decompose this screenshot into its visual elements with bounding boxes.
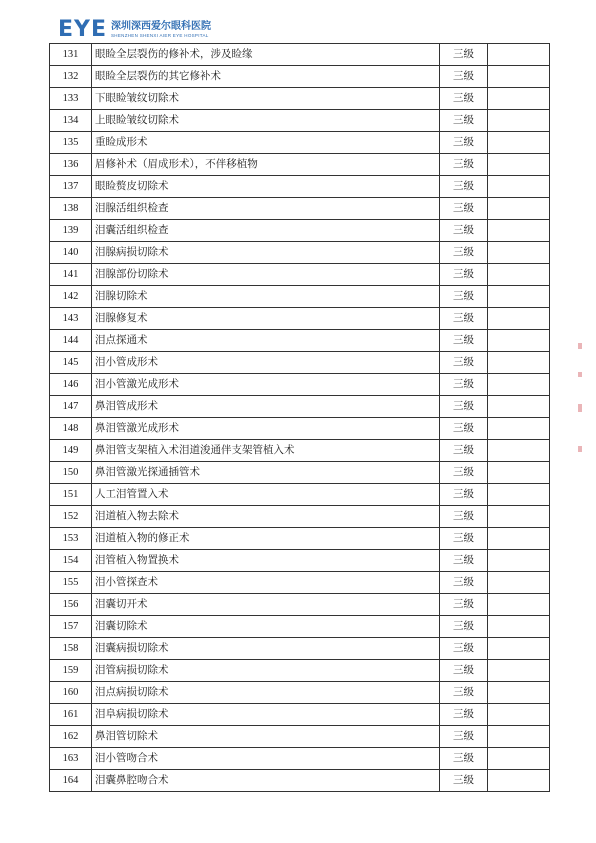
empty-cell xyxy=(488,132,550,154)
seal-fragment xyxy=(578,404,582,412)
row-number: 162 xyxy=(50,726,92,748)
procedure-name: 鼻泪管成形术 xyxy=(92,396,440,418)
table-row xyxy=(50,308,550,330)
procedure-name: 眼睑全层裂伤的修补术，涉及睑缘 xyxy=(92,44,440,66)
procedure-name: 泪腺切除术 xyxy=(92,286,440,308)
procedure-name: 泪腺部份切除术 xyxy=(92,264,440,286)
row-number: 157 xyxy=(50,616,92,638)
procedure-grade: 三级 xyxy=(440,110,488,132)
table-row xyxy=(50,88,550,110)
row-number: 136 xyxy=(50,154,92,176)
empty-cell xyxy=(488,616,550,638)
table-row xyxy=(50,528,550,550)
row-number: 164 xyxy=(50,770,92,792)
table-row xyxy=(50,154,550,176)
table-row xyxy=(50,418,550,440)
empty-cell xyxy=(488,154,550,176)
procedure-name: 泪腺病损切除术 xyxy=(92,242,440,264)
procedure-name: 泪囊活组织检查 xyxy=(92,220,440,242)
procedure-grade: 三级 xyxy=(440,660,488,682)
procedure-grade: 三级 xyxy=(440,506,488,528)
procedure-name: 泪小管探查术 xyxy=(92,572,440,594)
row-number: 150 xyxy=(50,462,92,484)
empty-cell xyxy=(488,550,550,572)
row-number: 148 xyxy=(50,418,92,440)
procedure-name: 泪囊切除术 xyxy=(92,616,440,638)
procedure-grade: 三级 xyxy=(440,264,488,286)
procedure-name: 泪囊鼻腔吻合术 xyxy=(92,770,440,792)
procedure-grade: 三级 xyxy=(440,66,488,88)
table-row xyxy=(50,770,550,792)
procedure-name: 泪道植入物的修正术 xyxy=(92,528,440,550)
procedure-name: 泪管植入物置换术 xyxy=(92,550,440,572)
procedure-name: 鼻泪管切除术 xyxy=(92,726,440,748)
hospital-name-block xyxy=(111,21,211,39)
table-row xyxy=(50,638,550,660)
procedure-grade: 三级 xyxy=(440,374,488,396)
empty-cell xyxy=(488,66,550,88)
row-number: 144 xyxy=(50,330,92,352)
procedure-name: 泪腺活组织检查 xyxy=(92,198,440,220)
empty-cell xyxy=(488,352,550,374)
procedure-name: 人工泪管置入术 xyxy=(92,484,440,506)
table-row xyxy=(50,726,550,748)
procedure-grade: 三级 xyxy=(440,638,488,660)
empty-cell xyxy=(488,44,550,66)
procedure-name: 泪囊病损切除术 xyxy=(92,638,440,660)
procedure-grade: 三级 xyxy=(440,132,488,154)
empty-cell xyxy=(488,748,550,770)
procedure-grade: 三级 xyxy=(440,484,488,506)
procedure-name: 泪小管吻合术 xyxy=(92,748,440,770)
row-number: 133 xyxy=(50,88,92,110)
row-number: 149 xyxy=(50,440,92,462)
procedure-name: 鼻泪管激光探通插管术 xyxy=(92,462,440,484)
procedure-name: 鼻泪管支架植入术泪道浚通伴支架管植入术 xyxy=(92,440,440,462)
procedure-grade: 三级 xyxy=(440,44,488,66)
empty-cell xyxy=(488,572,550,594)
seal-fragment xyxy=(578,446,582,452)
procedure-name: 泪小管成形术 xyxy=(92,352,440,374)
row-number: 139 xyxy=(50,220,92,242)
row-number: 137 xyxy=(50,176,92,198)
procedure-name: 泪点探通术 xyxy=(92,330,440,352)
seal-fragment xyxy=(578,372,582,377)
empty-cell xyxy=(488,770,550,792)
procedure-grade: 三级 xyxy=(440,418,488,440)
procedure-grade: 三级 xyxy=(440,572,488,594)
empty-cell xyxy=(488,242,550,264)
table-row xyxy=(50,396,550,418)
row-number: 145 xyxy=(50,352,92,374)
procedure-grade: 三级 xyxy=(440,154,488,176)
table-row xyxy=(50,440,550,462)
empty-cell xyxy=(488,704,550,726)
procedure-grade: 三级 xyxy=(440,550,488,572)
row-number: 134 xyxy=(50,110,92,132)
empty-cell xyxy=(488,286,550,308)
procedure-name: 泪腺修复术 xyxy=(92,308,440,330)
empty-cell xyxy=(488,198,550,220)
procedure-name: 眉修补术（眉成形术），不伴移植物 xyxy=(92,154,440,176)
procedure-grade: 三级 xyxy=(440,242,488,264)
row-number: 156 xyxy=(50,594,92,616)
procedure-grade: 三级 xyxy=(440,462,488,484)
empty-cell xyxy=(488,418,550,440)
table-row xyxy=(50,286,550,308)
empty-cell xyxy=(488,528,550,550)
empty-cell xyxy=(488,220,550,242)
procedure-name: 泪道植入物去除术 xyxy=(92,506,440,528)
row-number: 141 xyxy=(50,264,92,286)
procedure-grade: 三级 xyxy=(440,528,488,550)
empty-cell xyxy=(488,330,550,352)
empty-cell xyxy=(488,638,550,660)
seal-fragment xyxy=(578,343,582,349)
table-row xyxy=(50,682,550,704)
row-number: 158 xyxy=(50,638,92,660)
table-row xyxy=(50,132,550,154)
table-row xyxy=(50,462,550,484)
procedure-name: 眼睑赘皮切除术 xyxy=(92,176,440,198)
table-row xyxy=(50,176,550,198)
row-number: 152 xyxy=(50,506,92,528)
hospital-logo: EYE xyxy=(58,17,107,42)
procedure-grade: 三级 xyxy=(440,308,488,330)
procedure-name: 泪囊切开术 xyxy=(92,594,440,616)
empty-cell xyxy=(488,462,550,484)
procedure-name: 泪点病损切除术 xyxy=(92,682,440,704)
procedure-name: 泪管病损切除术 xyxy=(92,660,440,682)
procedure-grade: 三级 xyxy=(440,440,488,462)
empty-cell xyxy=(488,726,550,748)
row-number: 135 xyxy=(50,132,92,154)
table-row xyxy=(50,110,550,132)
row-number: 131 xyxy=(50,44,92,66)
row-number: 132 xyxy=(50,66,92,88)
empty-cell xyxy=(488,440,550,462)
table-row xyxy=(50,44,550,66)
procedure-grade: 三级 xyxy=(440,220,488,242)
hospital-header xyxy=(58,18,211,42)
row-number: 140 xyxy=(50,242,92,264)
procedure-grade: 三级 xyxy=(440,726,488,748)
table-row xyxy=(50,572,550,594)
empty-cell xyxy=(488,660,550,682)
procedure-grade: 三级 xyxy=(440,704,488,726)
procedure-grade: 三级 xyxy=(440,286,488,308)
procedure-name: 泪阜病损切除术 xyxy=(92,704,440,726)
procedure-name: 上眼睑皱纹切除术 xyxy=(92,110,440,132)
table-row xyxy=(50,550,550,572)
table-row xyxy=(50,66,550,88)
row-number: 142 xyxy=(50,286,92,308)
table-row xyxy=(50,220,550,242)
row-number: 151 xyxy=(50,484,92,506)
empty-cell xyxy=(488,110,550,132)
empty-cell xyxy=(488,374,550,396)
table-row xyxy=(50,748,550,770)
empty-cell xyxy=(488,594,550,616)
empty-cell xyxy=(488,264,550,286)
row-number: 155 xyxy=(50,572,92,594)
empty-cell xyxy=(488,396,550,418)
procedure-grade: 三级 xyxy=(440,396,488,418)
row-number: 161 xyxy=(50,704,92,726)
empty-cell xyxy=(488,682,550,704)
table-row xyxy=(50,594,550,616)
row-number: 163 xyxy=(50,748,92,770)
table-row xyxy=(50,242,550,264)
procedure-grade: 三级 xyxy=(440,330,488,352)
table-row xyxy=(50,660,550,682)
table-row xyxy=(50,704,550,726)
procedure-name: 下眼睑皱纹切除术 xyxy=(92,88,440,110)
procedure-grade: 三级 xyxy=(440,748,488,770)
procedure-table xyxy=(49,43,550,792)
row-number: 138 xyxy=(50,198,92,220)
row-number: 146 xyxy=(50,374,92,396)
empty-cell xyxy=(488,484,550,506)
table-row xyxy=(50,198,550,220)
table-row xyxy=(50,506,550,528)
table-row xyxy=(50,330,550,352)
procedure-name: 鼻泪管激光成形术 xyxy=(92,418,440,440)
procedure-grade: 三级 xyxy=(440,616,488,638)
empty-cell xyxy=(488,88,550,110)
row-number: 160 xyxy=(50,682,92,704)
table-row xyxy=(50,352,550,374)
procedure-grade: 三级 xyxy=(440,198,488,220)
procedure-grade: 三级 xyxy=(440,682,488,704)
table-row xyxy=(50,616,550,638)
empty-cell xyxy=(488,176,550,198)
row-number: 154 xyxy=(50,550,92,572)
row-number: 153 xyxy=(50,528,92,550)
procedure-name: 重睑成形术 xyxy=(92,132,440,154)
empty-cell xyxy=(488,308,550,330)
table-row xyxy=(50,264,550,286)
row-number: 143 xyxy=(50,308,92,330)
procedure-grade: 三级 xyxy=(440,88,488,110)
procedure-name: 泪小管激光成形术 xyxy=(92,374,440,396)
procedure-grade: 三级 xyxy=(440,594,488,616)
table-row xyxy=(50,374,550,396)
procedure-grade: 三级 xyxy=(440,352,488,374)
hospital-name-en: SHENZHEN SHENXI AIER EYE HOSPITAL xyxy=(111,33,209,38)
row-number: 159 xyxy=(50,660,92,682)
procedure-grade: 三级 xyxy=(440,176,488,198)
procedure-name: 眼睑全层裂伤的其它修补术 xyxy=(92,66,440,88)
procedure-table-body xyxy=(50,44,550,792)
empty-cell xyxy=(488,506,550,528)
hospital-name-cn: 深圳深西爱尔眼科医院 xyxy=(111,21,211,32)
procedure-grade: 三级 xyxy=(440,770,488,792)
row-number: 147 xyxy=(50,396,92,418)
table-row xyxy=(50,484,550,506)
